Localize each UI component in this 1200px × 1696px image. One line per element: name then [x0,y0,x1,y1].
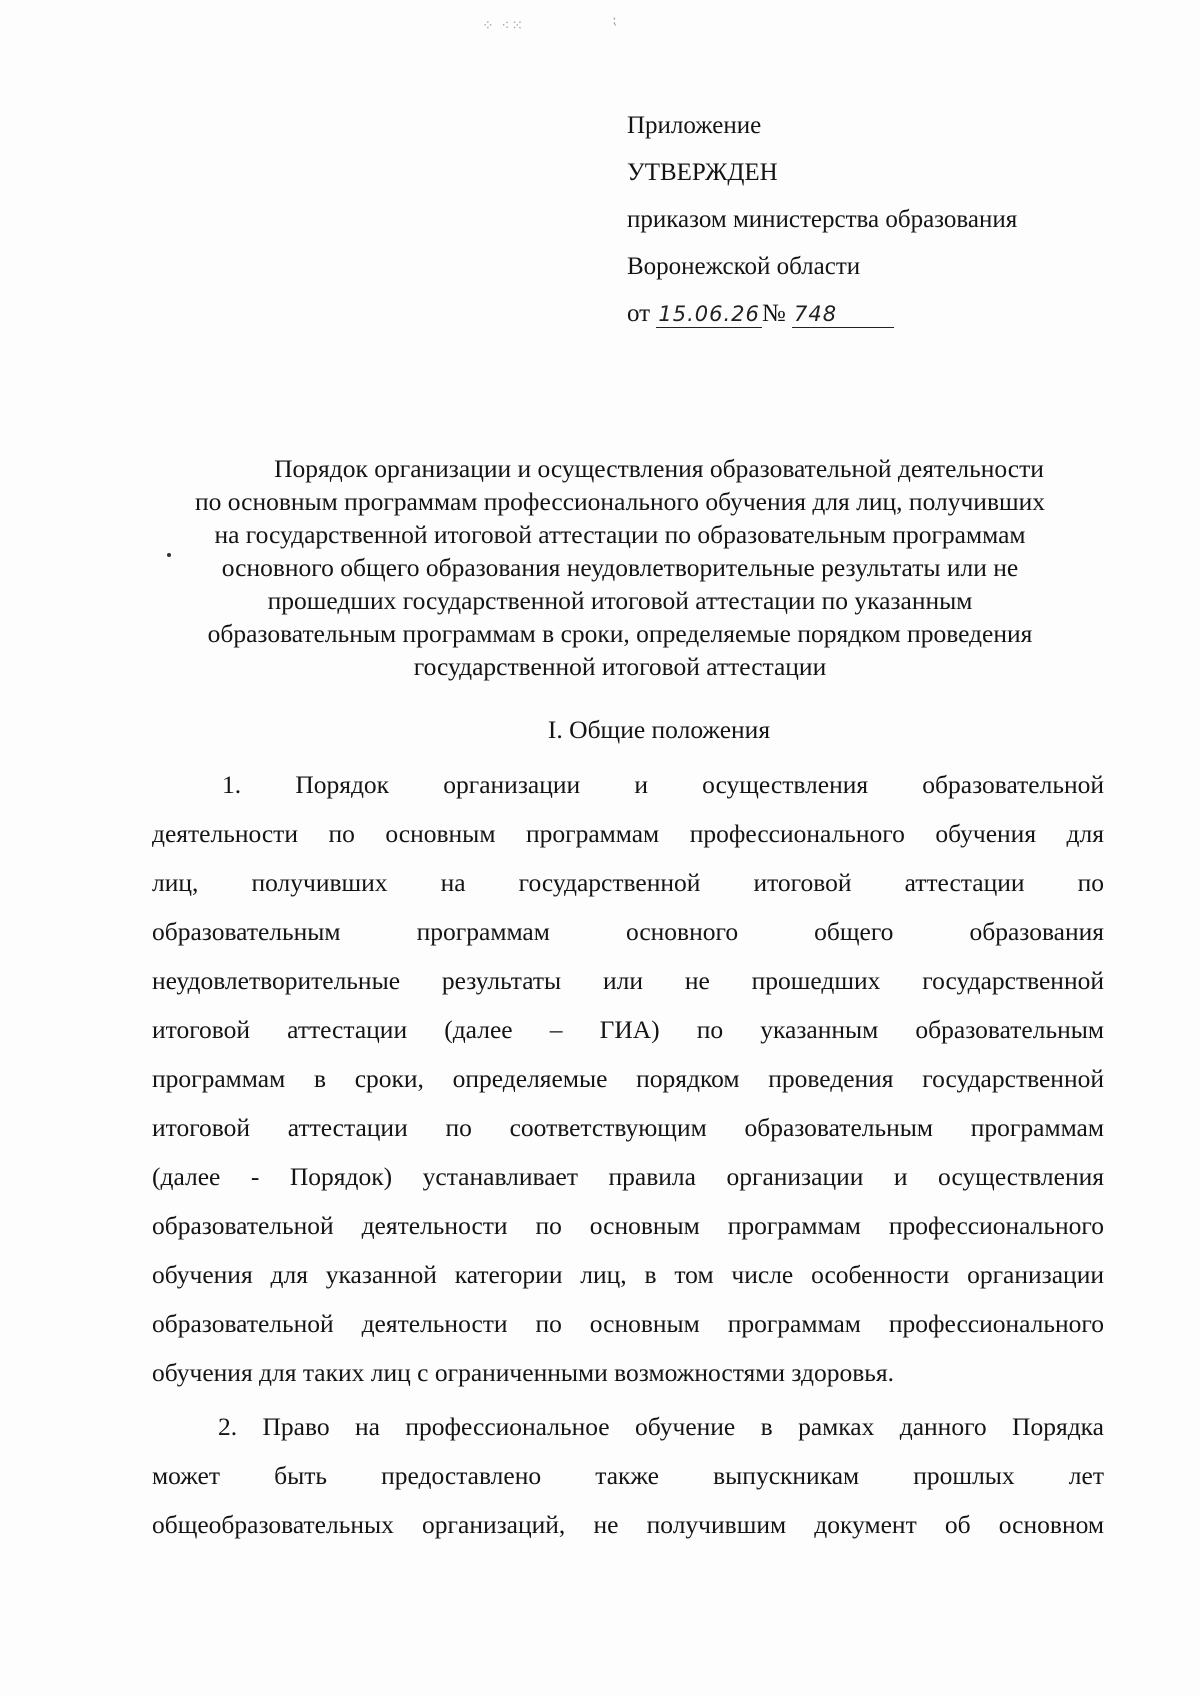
scan-specks: ⁏ [612,13,619,28]
paragraph-1-line: образовательной деятельности по основным программам профессионального [152,1211,1104,1240]
title-line: по основным программам профессионального обучения для лиц, получивших [194,487,1046,516]
paragraph-1-line: итоговой аттестации по соответствующим образовательным программам [152,1113,1104,1142]
paragraph-1-line: (далее - Порядок) устанавливает правила организации и осуществления [152,1162,1104,1191]
approved-label: УТВЕРЖДЕН [627,159,778,186]
document-body [152,760,1104,1549]
paragraph-2-line: 2. Право на профессиональное обучение в рамках данного Порядка [218,1412,1104,1441]
paragraph-1-line: образовательным программам основного общего образования [152,917,1104,946]
title-line: образовательным программам в сроки, определяемые порядком проведения [207,619,1033,648]
order-date-line [627,292,1147,336]
paragraph-1-line: обучения для указанной категории лиц, в том числе особенности организации [152,1260,1104,1289]
scan-dot [167,553,171,557]
document-title [140,452,1100,683]
paragraph-1-line: итоговой аттестации (далее – ГИА) по указанным образовательным [152,1015,1104,1044]
paragraph-1-line: программам в сроки, определяемые порядком проведения государственной [152,1064,1104,1093]
paragraph-1-line: деятельности по основным программам профессионального обучения для [152,819,1104,848]
paragraph-1-line: лиц, получивших на государственной итоговой аттестации по [152,868,1104,897]
region-label: Воронежской области [627,253,861,280]
paragraph-1-line: обучения для таких лиц с ограниченными возможностями здоровья. [152,1358,895,1387]
title-line: на государственной итоговой аттестации по образовательным программам [214,520,1026,549]
paragraph-2-line: может быть предоставлено также выпускникам прошлых лет [152,1461,1104,1490]
title-line: основного общего образования неудовлетворительные результаты или не [221,553,1019,582]
title-line: государственной итоговой аттестации [413,652,827,681]
annex-label: Приложение [627,112,762,139]
title-line: прошедших государственной итоговой аттестации по указанным [267,586,973,615]
paragraph-1-line: образовательной деятельности по основным программам профессионального [152,1309,1104,1338]
title-line: Порядок организации и осуществления образовательной деятельности [274,454,1044,483]
number-sign: № [761,300,786,327]
scan-specks: ⁘ ⁖⁙ [482,19,526,34]
handwritten-date: 15.06.26 [658,302,760,326]
order-label: приказом министерства образования [627,206,1018,233]
paragraph-2-line: общеобразовательных организаций, не получившим документ об основном [152,1510,1104,1539]
handwritten-number: 748 [792,301,894,328]
section-heading: I. Общие положения [547,715,771,744]
paragraph-1-line: неудовлетворительные результаты или не прошедших государственной [152,966,1104,995]
date-prefix: от [627,300,651,327]
paragraph-1-line: 1. Порядок организации и осуществления образовательной [222,770,1104,799]
approval-block [627,104,1147,336]
